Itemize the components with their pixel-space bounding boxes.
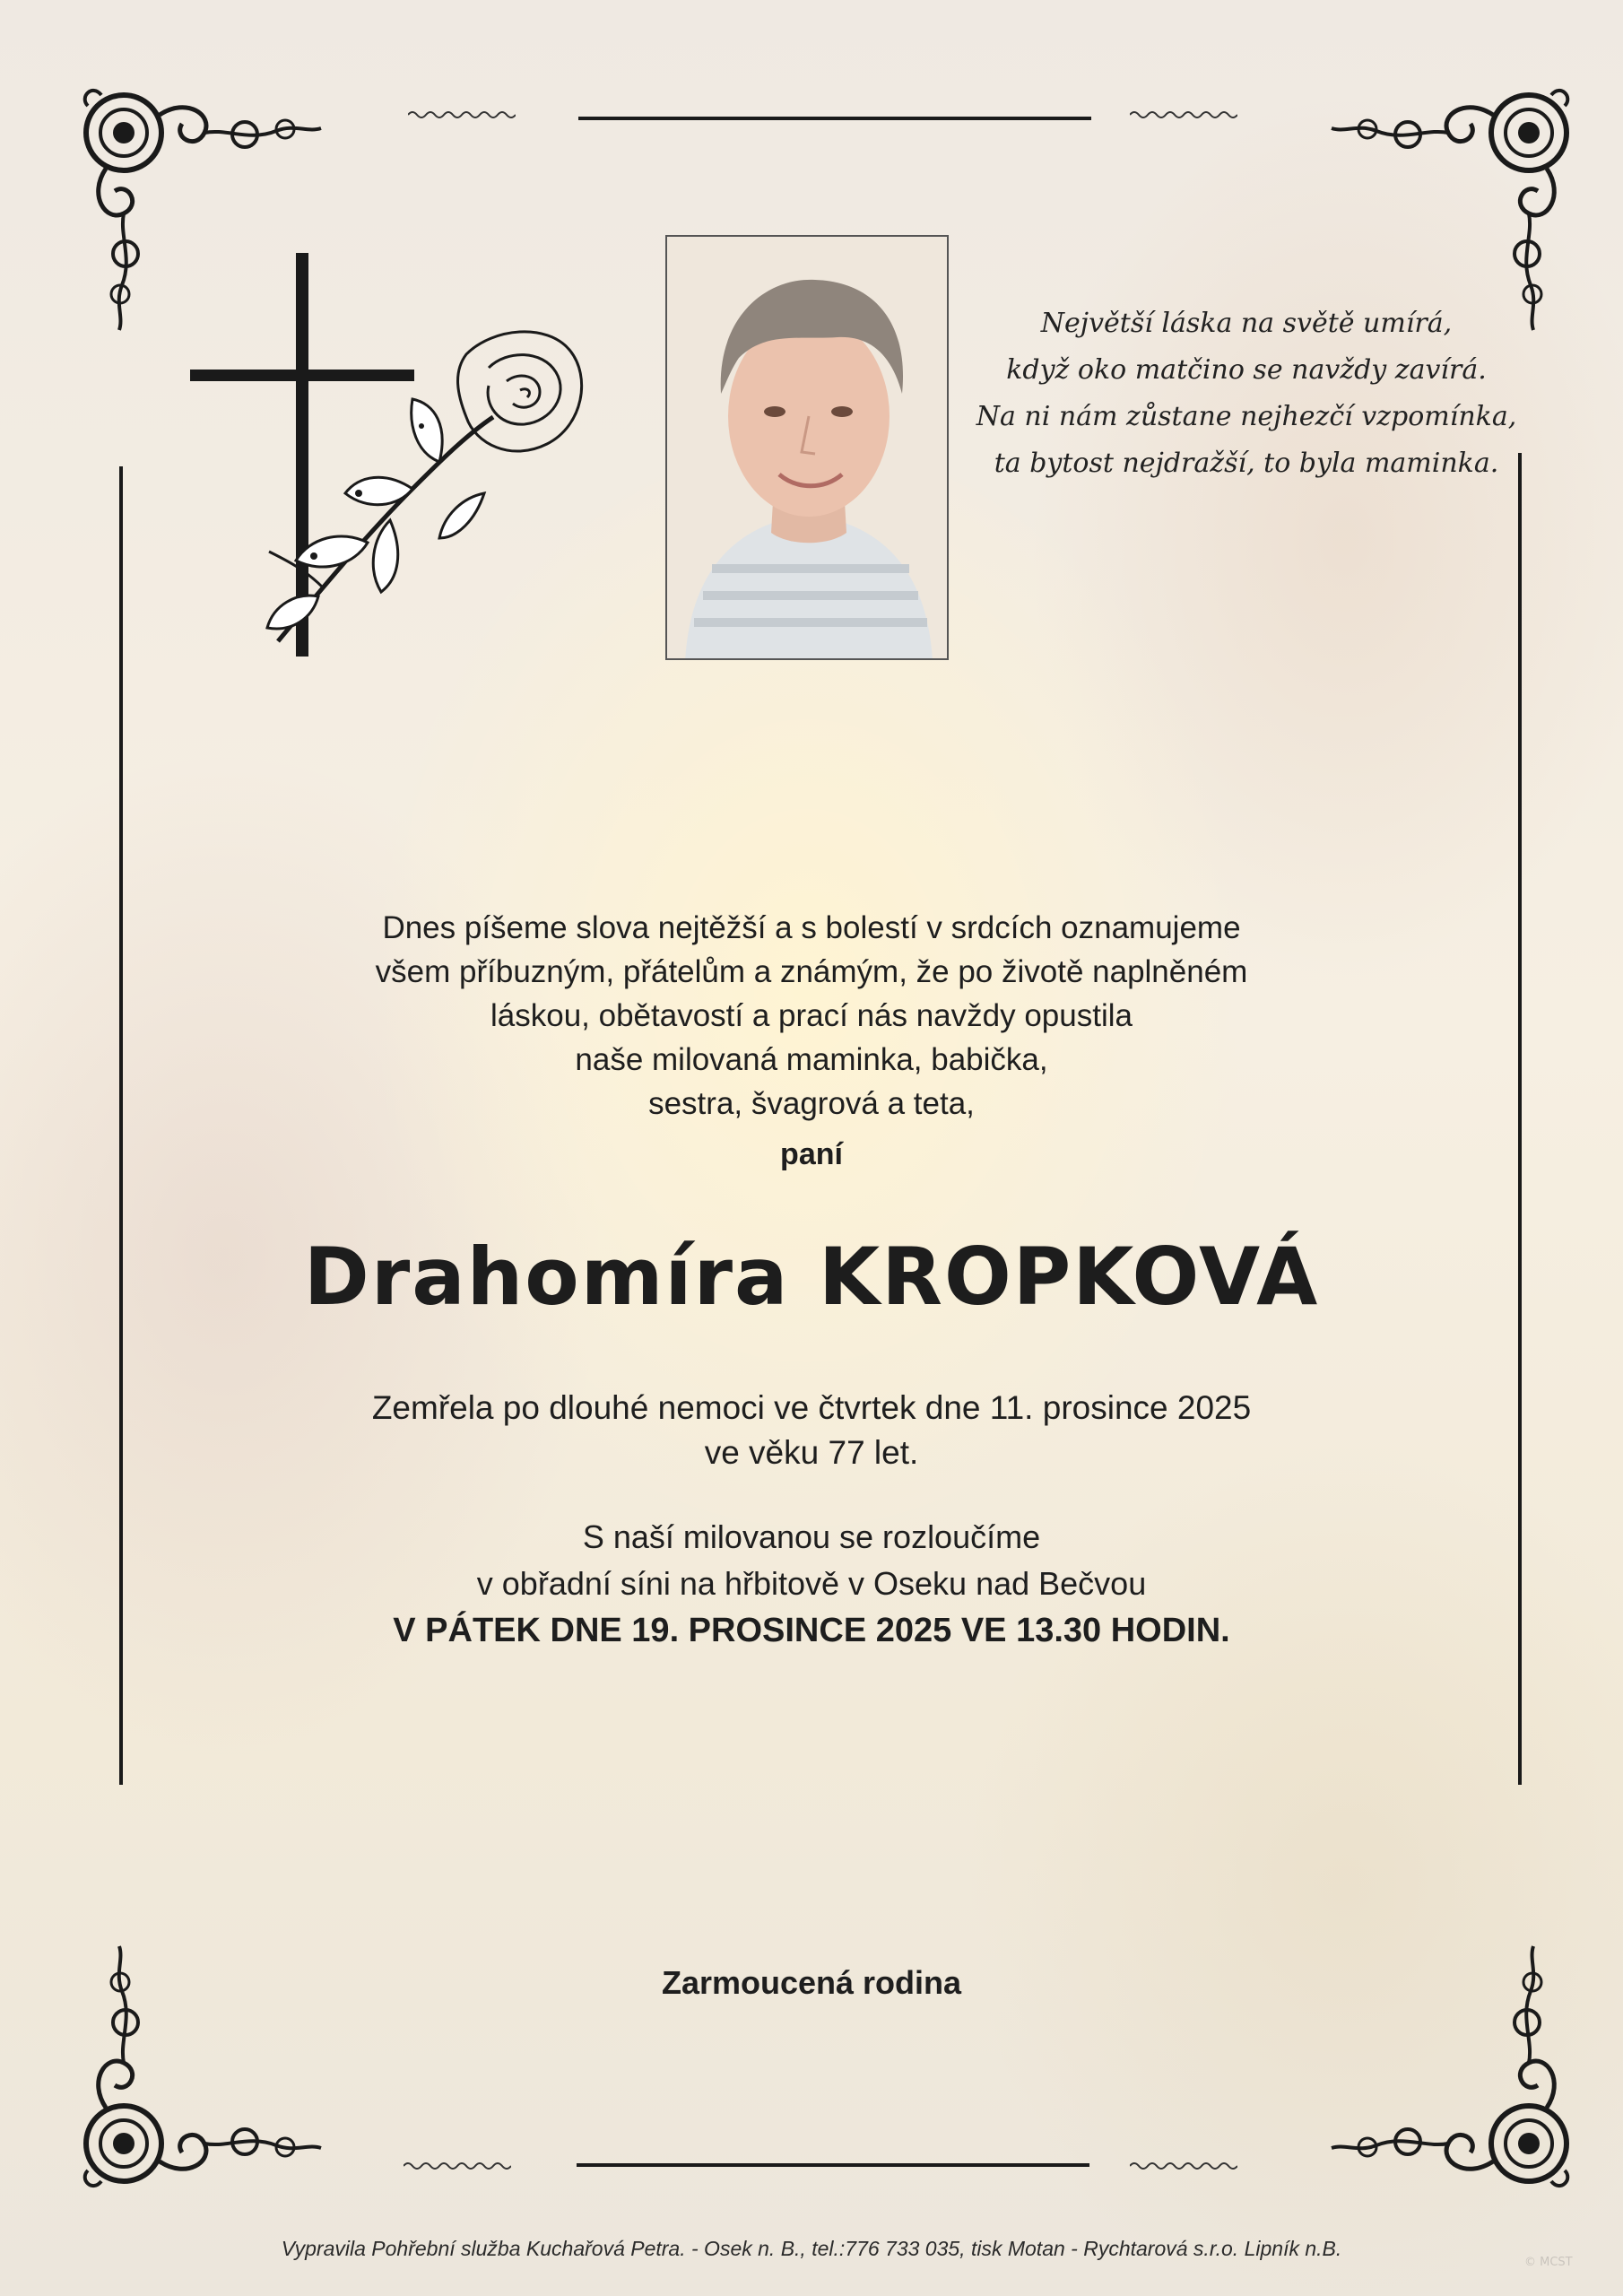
corner-ornament-icon: [70, 1937, 330, 2197]
quote-line: Na ni nám zůstane nejhezčí vzpomínka,: [976, 401, 1517, 432]
bottom-right-wave: [1130, 2157, 1237, 2175]
announcement-line: všem příbuzným, přátelům a známým, že po životě naplněném: [375, 954, 1248, 989]
family-signature: Zarmoucená rodina: [661, 1964, 962, 2001]
quote-line: když oko matčino se navždy zavírá.: [1006, 354, 1487, 386]
top-rule: [578, 117, 1091, 120]
right-rule: [1518, 453, 1522, 1785]
announcement-line: naše milovaná maminka, babička,: [575, 1042, 1048, 1077]
watermark: © MCST: [1524, 2256, 1573, 2269]
deceased-name: Drahomíra KROPKOVÁ: [303, 1231, 1320, 1323]
funeral-datetime: V PÁTEK DNE 19. PROSINCE 2025 VE 13.30 HODIN.: [393, 1612, 1230, 1649]
top-right-wave: [1130, 106, 1237, 124]
announcement-line: Dnes píšeme slova nejtěžší a s bolestí v srdcích oznamujeme: [382, 910, 1241, 945]
quote-line: ta bytost nejdražší, to byla maminka.: [994, 448, 1499, 479]
announcement-text: [273, 906, 1350, 1126]
funeral-location: v obřadní síni na hřbitově v Oseku nad Bečvou: [476, 1565, 1147, 1602]
memorial-quote: [959, 300, 1533, 487]
title-pani: paní: [780, 1137, 843, 1171]
print-footer: Vypravila Pohřební služba Kuchařová Petra. - Osek n. B., tel.:776 733 035, tisk Motan - Rychtarová s.r.o. Lipník n.B.: [281, 2237, 1342, 2260]
announcement-line: láskou, obětavostí a prací nás navždy opustila: [490, 998, 1133, 1033]
left-rule: [119, 466, 123, 1785]
age-line: ve věku 77 let.: [704, 1434, 919, 1471]
announcement-line: sestra, švagrová a teta,: [648, 1086, 975, 1121]
death-date-line: Zemřela po dlouhé nemoci ve čtvrtek dne 11. prosince 2025: [371, 1389, 1252, 1426]
bottom-rule: [577, 2163, 1089, 2167]
corner-ornament-icon: [1323, 1937, 1583, 2197]
portrait-photo: [665, 235, 949, 660]
funeral-info: [229, 1514, 1394, 1654]
rose-icon: [224, 318, 601, 677]
death-info: [273, 1386, 1350, 1475]
bottom-left-wave: [404, 2157, 511, 2175]
funeral-line: S naší milovanou se rozloučíme: [582, 1518, 1041, 1555]
quote-line: Největší láska na světě umírá,: [1040, 308, 1453, 339]
top-left-wave: [408, 106, 516, 124]
